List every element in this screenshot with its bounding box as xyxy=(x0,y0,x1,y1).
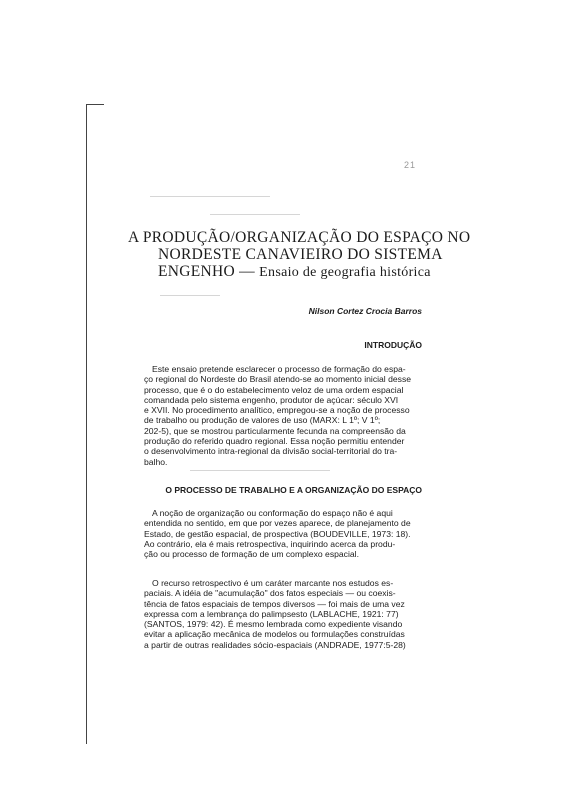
text-line: A noção de organização ou conformação do espaço não é aqui xyxy=(152,508,393,518)
section-heading-introducao: INTRODUÇÃO xyxy=(364,340,422,350)
text-line: balho. xyxy=(144,456,168,467)
title-line-2: NORDESTE CANAVIEIRO DO SISTEMA xyxy=(158,246,443,263)
section-heading-processo: O PROCESSO DE TRABALHO E A ORGANIZAÇÃO DO ESPAÇO xyxy=(165,485,422,495)
corner-mark xyxy=(86,104,104,105)
paragraph-organizacao xyxy=(144,508,424,559)
scan-noise xyxy=(210,214,300,215)
text-line: Estado, de gestão espacial, de prospectiva (BOUDEVILLE, 1973: 18). xyxy=(144,528,411,539)
text-line: O recurso retrospectivo é um caráter marcante nos estudos es- xyxy=(152,578,394,588)
text-line: (SANTOS, 1979: 42). É mesmo lembrada como expediente visando xyxy=(144,619,403,630)
text-line: ço regional do Nordeste do Brasil atendo-se ao momento inicial desse xyxy=(144,374,412,385)
text-line: Ao contrário, ela é mais retrospectiva, inquirindo acerca da produ- xyxy=(144,538,396,549)
text-line: paciais. A idéia de "acumulação" dos fatos especiais — ou coexis- xyxy=(144,588,396,599)
page-edge-line xyxy=(86,104,87,744)
text-line: entendida no sentido, em que por vezes aparece, de planejamento de xyxy=(144,518,411,529)
scan-noise xyxy=(190,470,330,471)
text-line: expressa com a lembrança do palimpsesto (LABLACHE, 1921: 77) xyxy=(144,608,399,619)
text-line: comandada pelo sistema engenho, produtor de açúcar: século XVI xyxy=(144,394,399,405)
text-line: ção ou processo de formação de um complexo espacial. xyxy=(144,549,359,560)
text-line: tência de fatos espaciais de tempos diversos — foi mais de uma vez xyxy=(144,598,405,609)
scan-noise xyxy=(150,196,270,197)
title-line-3 xyxy=(128,263,448,281)
text-line: e XVII. No procedimento analítico, empregou-se a noção de processo xyxy=(144,405,410,416)
scan-noise xyxy=(160,295,220,296)
paragraph-recurso-retrospectivo xyxy=(144,578,424,650)
title-line-1: A PRODUÇÃO/ORGANIZAÇÃO DO ESPAÇO NO xyxy=(128,229,471,246)
text-line: 202-5), que se mostrou particularmente fecunda na compreensão da xyxy=(144,425,406,436)
paragraph-introducao xyxy=(144,364,424,467)
text-line: evitar a aplicação mecânica de modelos ou formulações construídas xyxy=(144,629,405,640)
text-line: processo, que é o do estabelecimento veloz de uma ordem espacial xyxy=(144,384,404,395)
title-line-3-main: ENGENHO — xyxy=(158,263,255,280)
article-subtitle: Ensaio de geografia histórica xyxy=(259,265,431,280)
article-title xyxy=(128,229,471,281)
text-line: a partir de outras realidades sócio-espaciais (ANDRADE, 1977:5-28) xyxy=(144,639,406,650)
author-name: Nilson Cortez Crocia Barros xyxy=(308,306,422,316)
text-line: de trabalho ou produção de valores de uso (MARX: L 1º; V 1º; xyxy=(144,415,381,426)
text-line: produção do referido quadro regional. Essa noção permitiu entender xyxy=(144,436,405,447)
page-number: 21 xyxy=(404,160,417,170)
text-line: Este ensaio pretende esclarecer o processo de formação do espa- xyxy=(152,364,406,374)
text-line: o desenvolvimento intra-regional da divisão social-territorial do tra- xyxy=(144,446,398,457)
